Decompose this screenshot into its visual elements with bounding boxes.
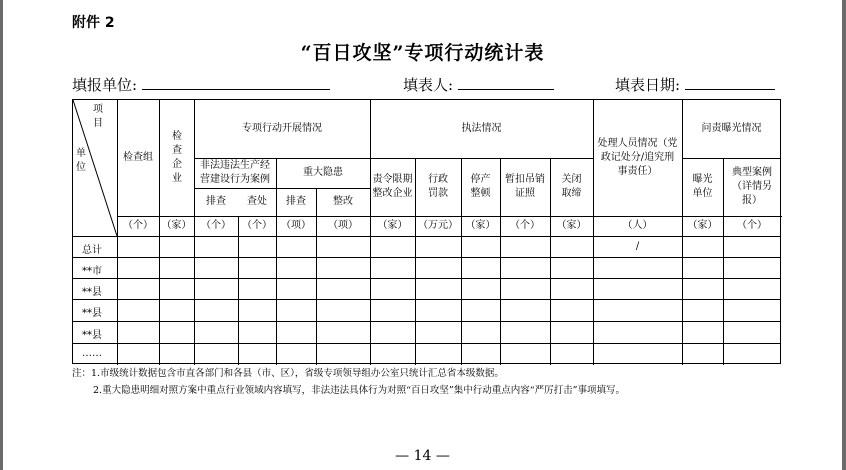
row-label: **县 (82, 287, 102, 298)
fill-unit-blank (142, 75, 330, 90)
header-handle: 查处 (247, 196, 267, 207)
attachment-label: 附件 2 (72, 15, 115, 31)
row-label-total: 总计 (82, 245, 102, 256)
note-1: 注：1.市级统计数据包含市直各部门和各县（市、区），省级专项领导组办公室只统计汇总省本级数据。 (72, 368, 504, 379)
page-title: “百日攻坚”专项行动统计表 (300, 42, 545, 64)
header-illegal-cases: 非法违法生产经营建设行为案例 (200, 160, 270, 185)
unit-cell: （家） (377, 220, 408, 231)
fill-unit-field (72, 74, 330, 95)
header-suspend: 停产整顿 (470, 174, 491, 199)
corner-top-label: 项目 (93, 104, 103, 129)
filler-label: 填表人: (403, 76, 454, 94)
unit-cell: （个） (737, 220, 767, 231)
unit-cell: （个） (123, 220, 153, 231)
row-label: **县 (82, 308, 102, 319)
header-personnel: 处理人员情况（党政记处分/追究刑事责任） (597, 138, 678, 177)
unit-cell: （家） (687, 220, 718, 231)
row-label: **县 (82, 330, 102, 341)
fill-date-label: 填表日期: (615, 76, 681, 94)
fill-date-blank (685, 75, 775, 90)
header-investigate: 排查 (206, 196, 226, 207)
unit-cell: （个） (510, 220, 540, 231)
row-label: …… (82, 348, 102, 359)
header-inspected-enterprises: 检查企业 (172, 131, 182, 184)
header-ordered-rectify: 责令限期整改企业 (372, 174, 413, 199)
table-notes (72, 365, 625, 399)
header-major-hazards: 重大隐患 (303, 167, 343, 178)
unit-cell: （万元） (418, 220, 458, 231)
document-page (3, 0, 842, 470)
unit-cell: （项） (281, 220, 311, 231)
total-personnel-mark: / (635, 241, 640, 252)
fill-unit-label: 填报单位: (72, 76, 138, 94)
header-typical-cases: 典型案例（详情另报） (732, 167, 772, 206)
page-number: — 14 — (395, 448, 450, 464)
unit-cell: （人） (622, 220, 653, 231)
corner-bottom-label: 单位 (76, 148, 86, 173)
unit-cell: （家） (465, 220, 496, 231)
header-inspection-group: 检查组 (123, 152, 153, 163)
unit-cell: （家） (556, 220, 587, 231)
header-rectify: 整改 (333, 196, 353, 207)
header-close-ban: 关闭取缔 (561, 174, 582, 199)
note-2: 2.重大隐患明细对照方案中重点行业领域内容填写，非法违法具体行为对照“百日攻坚”集中行动重点内容“严厉打击”事项填写。 (93, 385, 625, 396)
header-special-action: 专项行动开展情况 (242, 123, 322, 134)
unit-cell: （项） (328, 220, 358, 231)
header-hazard-investigate: 排查 (286, 196, 306, 207)
header-law-enforcement: 执法情况 (461, 123, 502, 134)
header-revoke: 暂扣吊销证照 (505, 174, 545, 199)
filler-field (403, 74, 554, 95)
header-exposed-units: 曝光单位 (692, 174, 713, 199)
unit-cell: （家） (161, 220, 192, 231)
filler-blank (458, 75, 554, 90)
statistics-table (72, 99, 781, 364)
header-accountability: 问责曝光情况 (701, 123, 762, 134)
unit-cell: （个） (201, 220, 231, 231)
row-label: **市 (82, 266, 102, 277)
header-admin-fine: 行政罚款 (428, 174, 448, 199)
fill-date-field (615, 74, 775, 95)
unit-cell: （个） (242, 220, 272, 231)
